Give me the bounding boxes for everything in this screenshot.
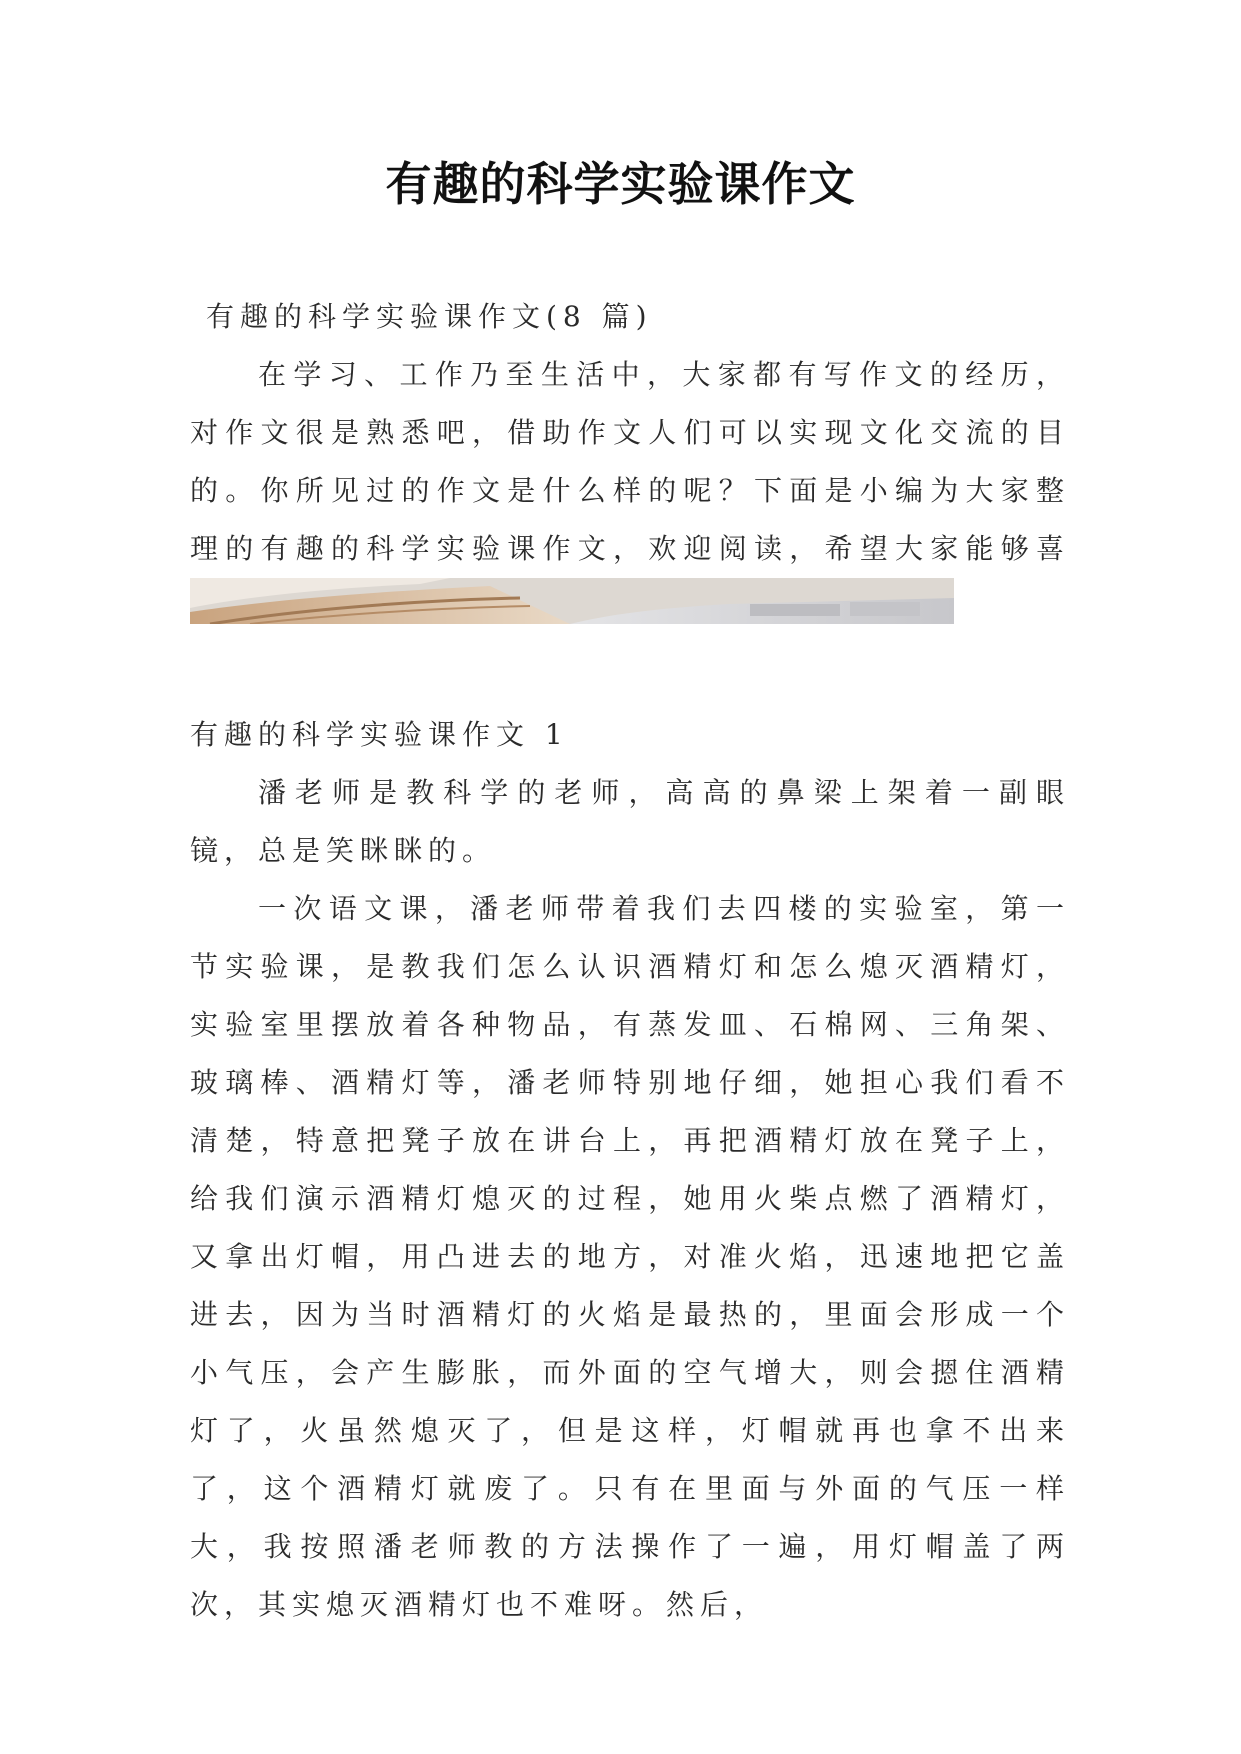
- open-book-photo: [190, 578, 954, 624]
- document-subtitle: 有趣的科学实验课作文(8 篇): [206, 300, 653, 333]
- section-paragraph: 一次语文课，潘老师带着我们去四楼的实验室，第一节实验课，是教我们怎么认识酒精灯和怎么熄灭酒精灯，实验室里摆放着各种物品，有蒸发皿、石棉网、三角架、玻璃棒、酒精灯等，潘老师特别地仔细，她担心我们看不清楚，特意把凳子放在讲台上，再把酒精灯放在凳子上，给我们演示酒精灯熄灭的过程，她用火柴点燃了酒精灯，又拿出灯帽，用凸进去的地方，对准火焰，迅速地把它盖进去，因为当时酒精灯的火焰是最热的，里面会形成一个小气压，会产生膨胀，而外面的空气增大，则会摁住酒精灯了，火虽然熄灭了，但是这样，灯帽就再也拿不出来了，这个酒精灯就废了。只有在里面与外面的气压一样大，我按照潘老师教的方法操作了一遍，用灯帽盖了两次，其实熄灭酒精灯也不难呀。然后，: [190, 892, 1070, 1621]
- document-title: 有趣的科学实验课作文: [385, 157, 856, 211]
- intro-paragraph: 在学习、工作乃至生活中，大家都有写作文的经历，对作文很是熟悉吧，借助作文人们可以实现文化交流的目的。你所见过的作文是什么样的呢？下面是小编为大家整理的有趣的科学实验课作文，欢迎阅读，希望大家能够喜: [190, 358, 1070, 565]
- section-body: [190, 764, 1070, 1634]
- open-book-photo-icon: [190, 578, 954, 624]
- section-paragraph: 潘老师是教科学的老师，高高的鼻梁上架着一副眼镜，总是笑眯眯的。: [190, 776, 1070, 867]
- section-heading: 有趣的科学实验课作文 1: [190, 718, 569, 751]
